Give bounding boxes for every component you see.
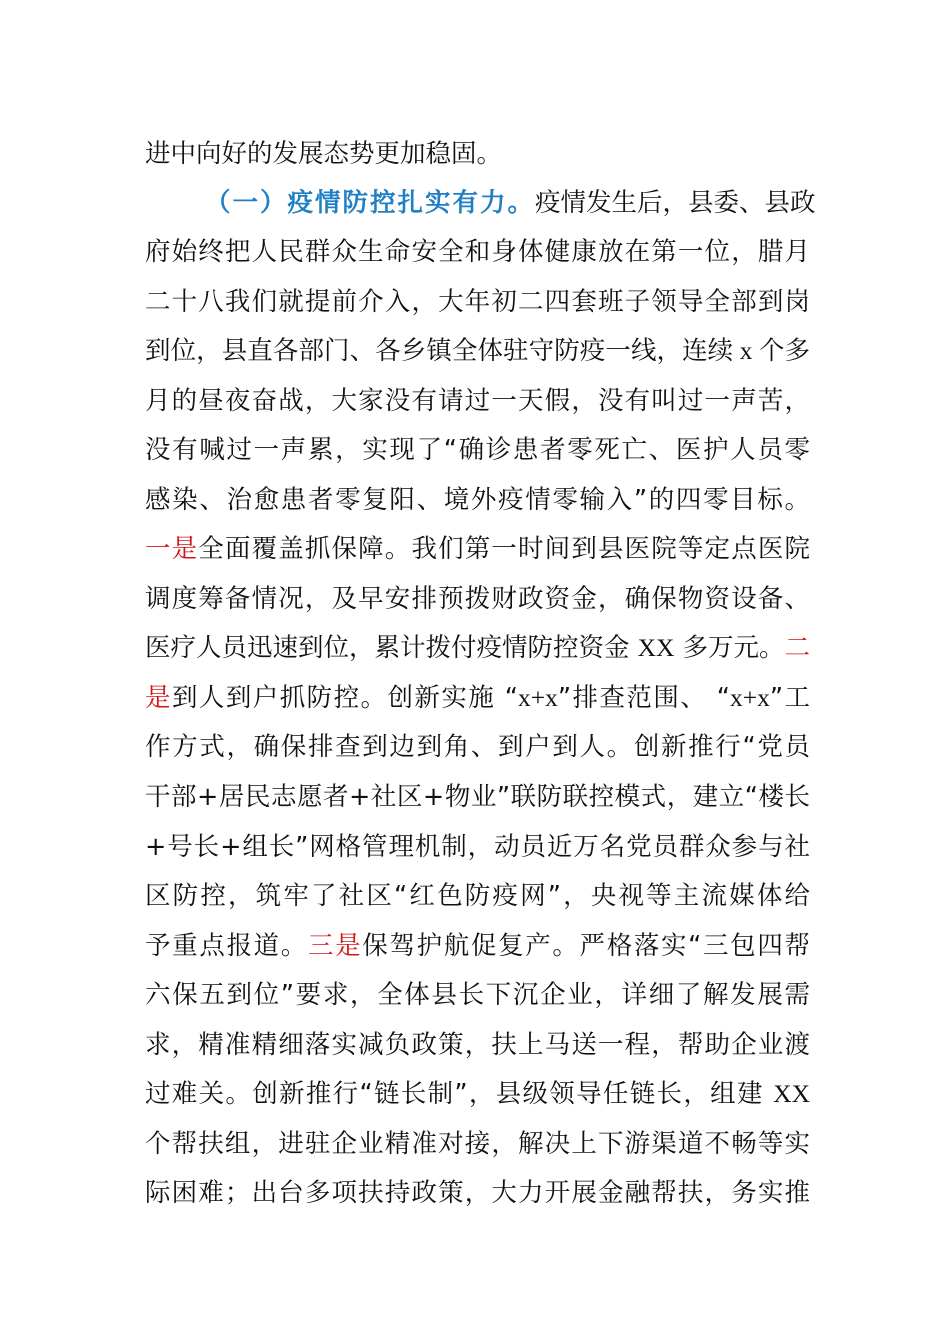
text-line-10: [145, 574, 810, 624]
line-text: 进中向好的发展态势更加稳固。: [145, 139, 503, 169]
line-text: 到位，县直各部门、各乡镇全体驻守防疫一线，连续: [145, 336, 734, 366]
latin-text: XX: [773, 1079, 810, 1108]
line-text: 医疗人员迅速到位，累计拨付疫情防控资金: [145, 633, 638, 663]
line-text: 个多: [758, 336, 810, 366]
line-text: 感染、治愈患者零复阳、境外疫情零输入”的四零目标。: [145, 485, 810, 515]
text-line-14: [145, 772, 810, 822]
text-line-7: [145, 425, 810, 475]
text-line-20: [145, 1069, 810, 1119]
highlight-marker: 是: [145, 683, 172, 713]
text-line-9: [145, 524, 810, 574]
text-line-16: [145, 871, 810, 921]
line-text: 干部+居民志愿者+社区+物业”联防联控模式，建立“楼长: [145, 782, 810, 812]
text-line-13: [145, 722, 810, 772]
text-line-17: [145, 921, 810, 971]
highlight-marker: 三是: [307, 931, 363, 961]
section-heading: （一）疫情防控扎实有力。: [205, 188, 536, 218]
line-text: 过难关。创新推行“链长制”，县级领导任链长，组建: [145, 1079, 774, 1109]
latin-text: x: [733, 336, 759, 365]
line-text: 府始终把人民群众生命安全和身体健康放在第一位，腊月: [145, 237, 810, 267]
line-text: 疫情发生后，县委、县政: [535, 188, 816, 218]
line-text: 保驾护航促复产。严格落实“三包四帮: [362, 931, 810, 961]
text-line-19: [145, 1020, 810, 1070]
line-text: 没有喊过一声累，实现了“确诊患者零死亡、医护人员零: [145, 435, 810, 465]
text-line-11: [145, 623, 810, 673]
latin-text: XX: [637, 633, 675, 662]
latin-text: x+x: [517, 683, 558, 712]
line-text: 二十八我们就提前介入，大年初二四套班子领导全部到岗: [145, 287, 810, 317]
line-text: 个帮扶组，进驻企业精准对接，解决上下游渠道不畅等实: [145, 1129, 810, 1159]
text-line-8: [145, 475, 810, 525]
line-text: 全面覆盖抓保障。我们第一时间到县医院等定点医院: [198, 534, 810, 564]
line-text: 际困难；出台多项扶持政策，大力开展金融帮扶，务实推: [145, 1178, 810, 1208]
line-text: 月的昼夜奋战，大家没有请过一天假，没有叫过一声苦，: [145, 386, 810, 416]
text-line-2: [205, 178, 816, 228]
line-text: 予重点报道。: [145, 931, 308, 961]
line-text: 多万元。: [674, 633, 785, 663]
highlight-marker: 一是: [145, 534, 199, 564]
text-line-6: [145, 376, 810, 426]
line-text: 区防控，筑牢了社区“红色防疫网”，央视等主流媒体给: [145, 881, 810, 911]
line-text: 求，精准精细落实减负政策，扶上马送一程，帮助企业渡: [145, 1030, 810, 1060]
line-text: 调度筹备情况，及早安排预拨财政资金，确保物资设备、: [145, 584, 810, 614]
line-text: ”排查范围、 “: [557, 683, 730, 713]
highlight-marker: 二: [784, 633, 811, 663]
line-text: 作方式，确保排查到边到角、到户到人。创新推行“党员: [145, 732, 810, 762]
line-text: 到人到户抓防控。创新实施 “: [171, 683, 518, 713]
line-text: +号长+组长”网格管理机制，动员近万名党员群众参与社: [145, 832, 810, 862]
line-text: ”工: [769, 683, 810, 713]
text-line-15: [145, 822, 810, 872]
text-line-18: [145, 970, 810, 1020]
text-line-12: [145, 673, 810, 723]
text-line-3: [145, 227, 810, 277]
text-line-4: [145, 277, 810, 327]
text-line-1: [145, 129, 810, 179]
text-line-22: [145, 1168, 810, 1218]
line-text: 六保五到位”要求，全体县长下沉企业，详细了解发展需: [145, 980, 810, 1010]
text-line-5: [145, 326, 810, 376]
text-line-21: [145, 1119, 810, 1169]
latin-text: x+x: [729, 683, 770, 712]
